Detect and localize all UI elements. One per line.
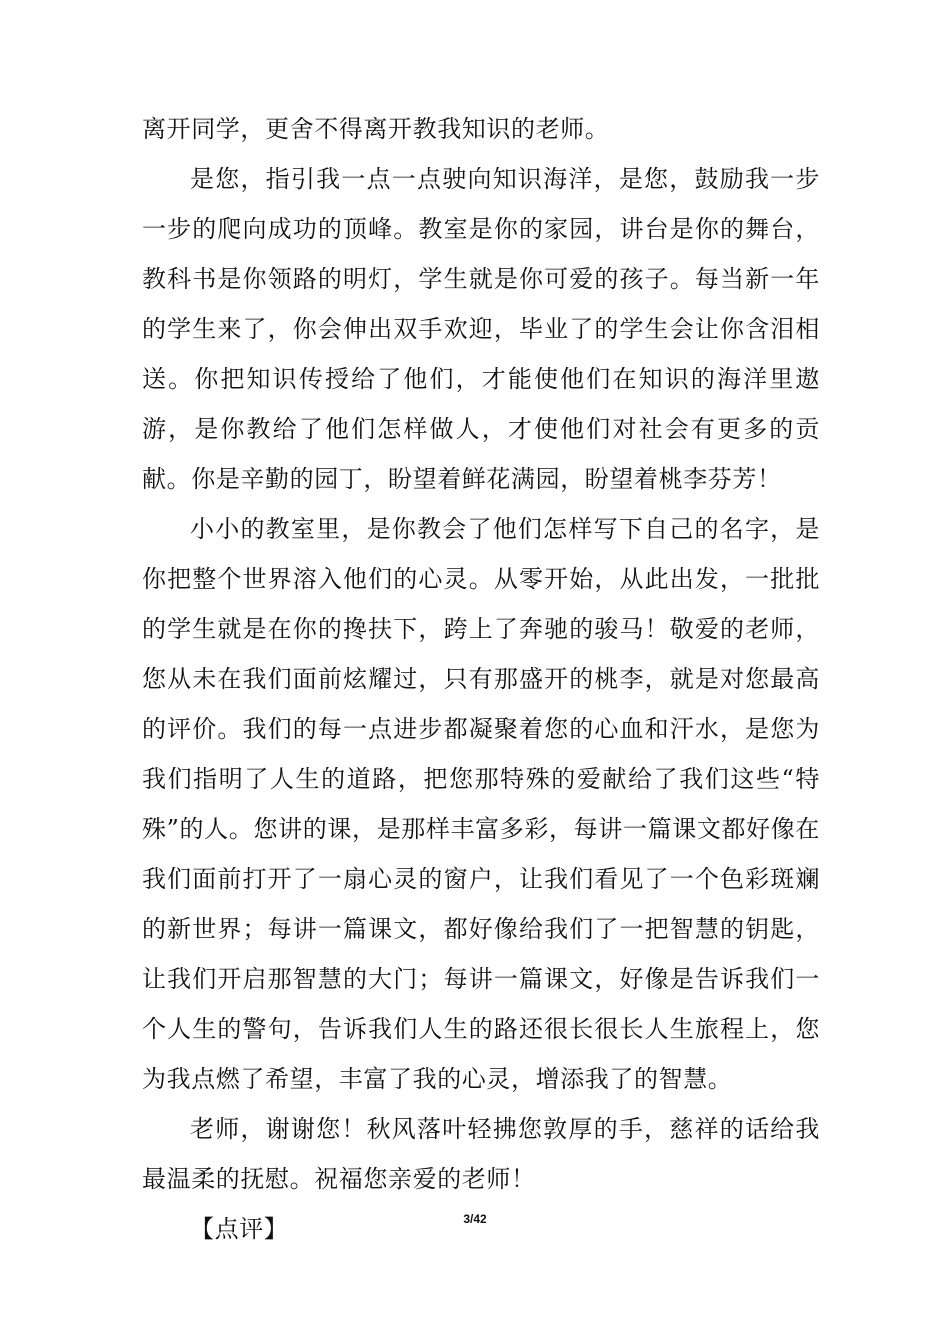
paragraph: 是您，指引我一点一点驶向知识海洋，是您，鼓励我一步一步的爬向成功的顶峰。教室是你的家园，讲台是你的舞台，教科书是你领路的明灯，学生就是你可爱的孩子。每当新一年的学生来了，你会伸出双手欢迎，毕业了的学生会让你含泪相送。你把知识传授给了他们，才能使他们在知识的海洋里遨游，是你教给了他们怎样做人，才使他们对社会有更多的贡献。你是辛勤的园丁，盼望着鲜花满园，盼望着桃李芬芳！ [142,165,820,493]
paragraph-continuation: 离开同学，更舍不得离开教我知识的老师。 [142,115,610,143]
paragraph: 小小的教室里，是你教会了他们怎样写下自己的名字，是你把整个世界溶入他们的心灵。从零开始，从此出发，一批批的学生就是在你的搀扶下，跨上了奔驰的骏马！敬爱的老师，您从未在我们面前炫耀过，只有那盛开的桃李，就是对您最高的评价。我们的每一点进步都凝聚着您的心血和汗水，是您为我们指明了人生的道路，把您那特殊的爱献给了我们这些“特殊”的人。您讲的课，是那样丰富多彩，每讲一篇课文都好像在我们面前打开了一扇心灵的窗户，让我们看见了一个色彩斑斓的新世界；每讲一篇课文，都好像给我们了一把智慧的钥匙，让我们开启那智慧的大门；每讲一篇课文，好像是告诉我们一个人生的警句，告诉我们人生的路还很长很长人生旅程上，您为我点燃了希望，丰富了我的心灵，增添我了的智慧。 [142,515,820,1093]
page-number: 3/42 [463,1212,487,1226]
section-label-comment: 【点评】 [190,1215,289,1243]
document-body [142,104,820,1254]
paragraph: 老师，谢谢您！秋风落叶轻拂您敦厚的手，慈祥的话给我最温柔的抚慰。祝福您亲爱的老师！ [142,1115,820,1193]
